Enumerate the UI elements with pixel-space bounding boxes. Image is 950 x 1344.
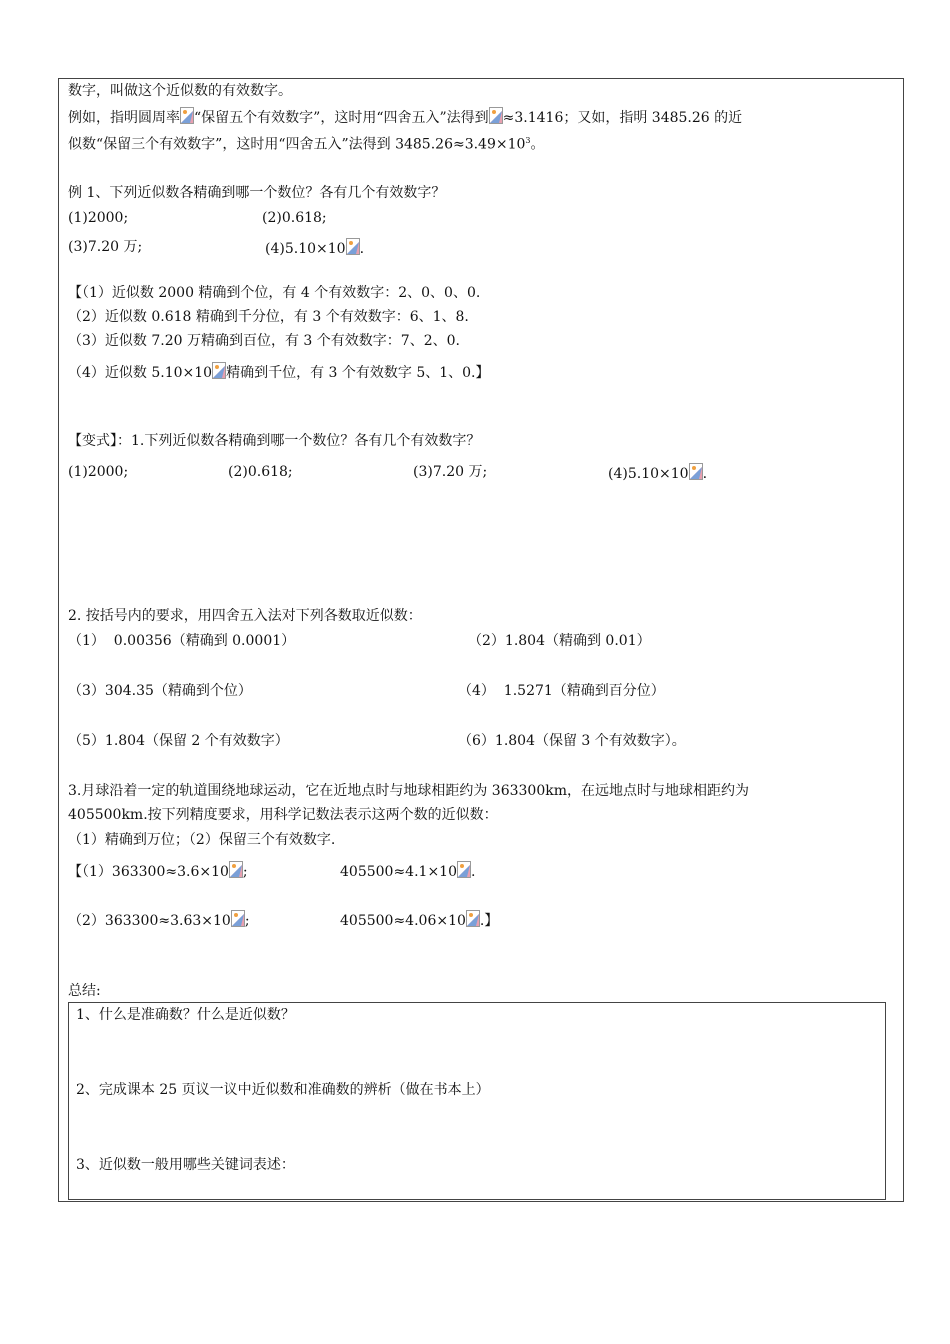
image-placeholder-icon: [231, 910, 245, 927]
q2-item-4: （4） 1.5271（精确到百分位）: [458, 683, 665, 699]
image-placeholder-icon: [457, 861, 471, 878]
example1-item-2: (2)0.618;: [262, 210, 327, 226]
q2-item-1: （1） 0.00356（精确到 0.0001）: [68, 633, 296, 649]
intro-line-3: 似数“保留三个有效数字”，这时用“四舍五入”法得到 $3485.26\approx 3.49\times 10^3$。: [68, 136, 545, 153]
summary-item-2: 2、完成课本 25 页议一议中近似数和准确数的辨析（做在书本上）: [76, 1082, 490, 1098]
q3-answer-2b: 405500≈4.06×10 .】: [340, 910, 498, 930]
q3-line-2: 405500km.按下列精度要求，用科学记数法表示这两个数的近似数：: [68, 807, 498, 823]
variant-item-3: (3)7.20 万;: [413, 464, 488, 480]
summary-item-3: 3、近似数一般用哪些关键词表述：: [76, 1157, 295, 1173]
q2-item-2: （2）1.804（精确到 0.01）: [468, 633, 651, 649]
summary-item-1: 1、什么是准确数？什么是近似数？: [76, 1007, 295, 1023]
image-placeholder-icon: [346, 238, 360, 255]
q3-line-1: 3.月球沿着一定的轨道围绕地球运动，它在近地点时与地球相距约为 363300km，在远地点时与地球相距约为: [68, 783, 750, 799]
q2-item-5: （5）1.804（保留 2 个有效数字）: [68, 733, 289, 749]
summary-label: 总结:: [68, 983, 101, 999]
intro-line-1: 数字，叫做这个近似数的有效数字。: [68, 83, 292, 99]
example1-item-1: (1)2000;: [68, 210, 129, 226]
example1-answer-3: （3）近似数 7.20 万精确到百位，有 3 个有效数字：7、2、0.: [68, 333, 460, 349]
image-placeholder-icon: [689, 463, 703, 480]
q3-answer-1b: 405500≈4.1×10 .: [340, 861, 475, 881]
image-placeholder-icon: [212, 362, 226, 379]
example1-title: 例 1、下列近似数各精确到哪一个数位？各有几个有效数字？: [68, 185, 446, 201]
q3-answer-2a: （2）363300≈3.63×10 ;: [68, 910, 250, 930]
variant-item-2: (2)0.618;: [228, 464, 293, 480]
example1-answer-4: （4）近似数 5.10×10 精确到千位，有 3 个有效数字 5、1、0.】: [68, 362, 490, 382]
variant-item-4: (4)5.10×10 .: [608, 463, 707, 483]
image-placeholder-icon: [180, 107, 194, 124]
image-placeholder-icon: [466, 910, 480, 927]
example1-answer-1: 【（1）近似数 2000 精确到个位，有 4 个有效数字：2、0、0、0.: [68, 285, 481, 301]
intro-line-2: 例如，指明圆周率 “保留五个有效数字”，这时用“四舍五入”法得到 ≈3.1416；又如，指明 3485.26 的近: [68, 107, 742, 127]
q2-item-6: （6）1.804（保留 3 个有效数字）。: [458, 733, 686, 749]
q3-line-3: （1）精确到万位；（2）保留三个有效数字.: [68, 832, 336, 848]
q2-title: 2. 按括号内的要求，用四舍五入法对下列各数取近似数：: [68, 608, 422, 624]
variant-title: 【变式】：1.下列近似数各精确到哪一个数位？各有几个有效数字？: [68, 433, 481, 449]
example1-item-4: (4)5.10×10 .: [265, 238, 364, 258]
image-placeholder-icon: [489, 107, 503, 124]
image-placeholder-icon: [229, 861, 243, 878]
example1-item-3: (3)7.20 万;: [68, 239, 143, 255]
example1-answer-2: （2）近似数 0.618 精确到千分位，有 3 个有效数字：6、1、8.: [68, 309, 469, 325]
variant-item-1: (1)2000;: [68, 464, 129, 480]
q3-answer-1a: 【（1）363300≈3.6×10 ;: [68, 861, 248, 881]
q2-item-3: （3）304.35（精确到个位）: [68, 683, 252, 699]
